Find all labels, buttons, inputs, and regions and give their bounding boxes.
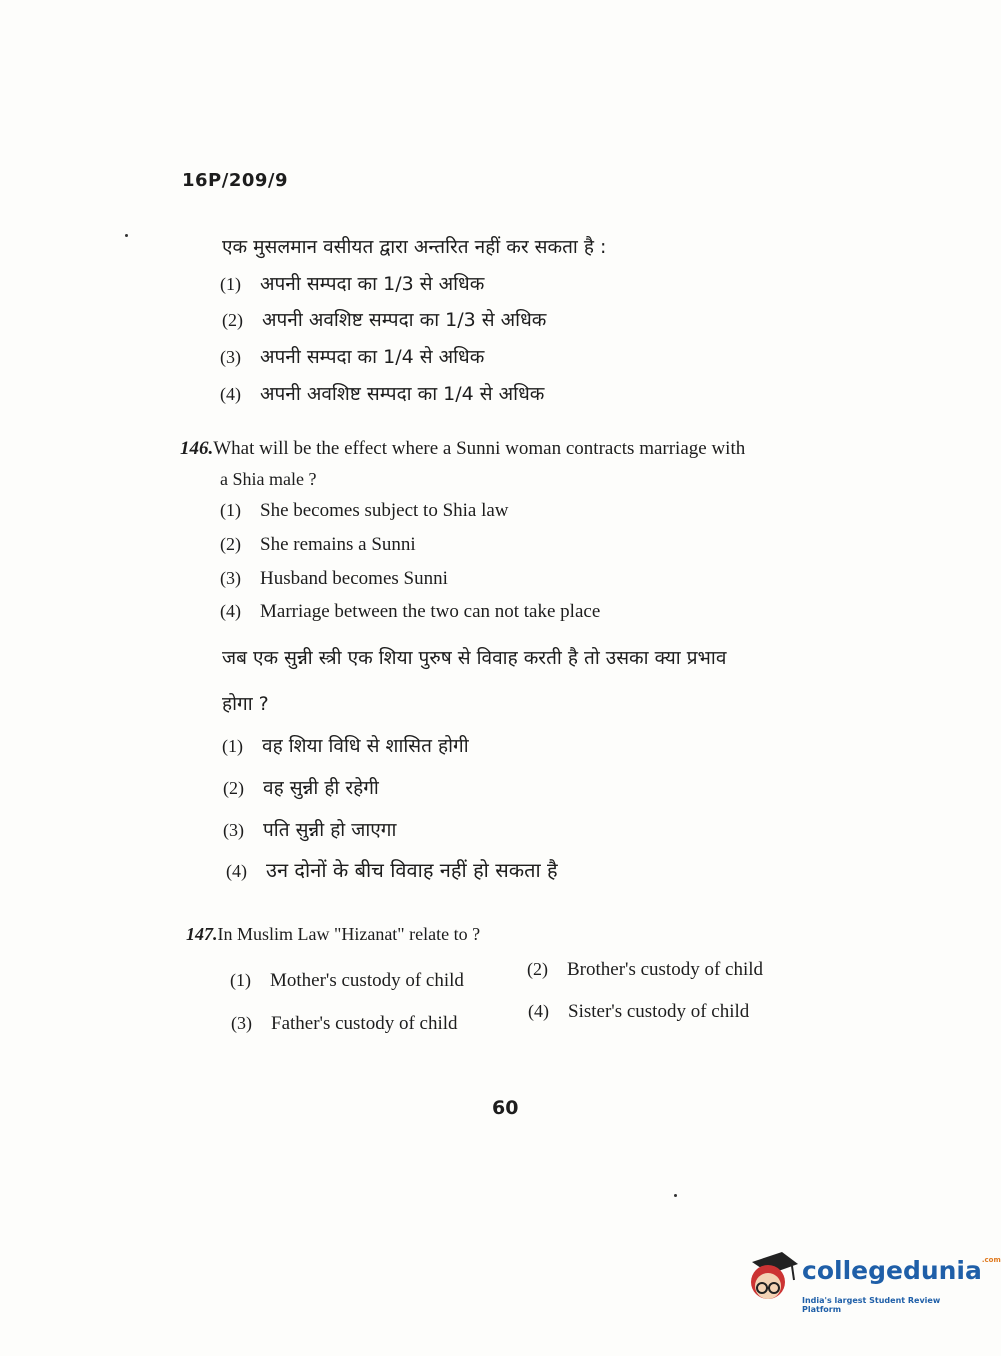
option-text: Brother's custody of child — [567, 959, 764, 980]
option-text: She becomes subject to Shia law — [260, 500, 509, 521]
q146-hindi-option-4 — [226, 856, 558, 883]
option-number: (3) — [220, 347, 241, 367]
q146-stem — [180, 438, 745, 460]
paper-code: 16P/209/9 — [182, 170, 288, 191]
option-text: Mother's custody of child — [270, 970, 464, 991]
option-number: (2) — [220, 534, 241, 554]
option-text: अपनी अवशिष्ट सम्पदा का 1/4 से अधिक — [260, 383, 545, 405]
option-text: वह शिया विधि से शासित होगी — [262, 735, 469, 757]
q145-hindi-option-2 — [222, 306, 546, 332]
q147-option-2 — [527, 959, 763, 981]
option-number: (2) — [222, 310, 243, 330]
q145-hindi-option-4 — [220, 380, 544, 406]
option-text: उन दोनों के बीच विवाह नहीं हो सकता है — [266, 858, 558, 882]
q146-hindi-stem-line2: होगा ? — [222, 693, 269, 715]
option-number: (3) — [223, 820, 244, 840]
question-number: 146. — [180, 438, 214, 459]
option-text: She remains a Sunni — [260, 534, 416, 555]
q147-option-3 — [231, 1013, 458, 1035]
option-number: (3) — [220, 568, 241, 588]
q146-hindi-option-3 — [223, 816, 396, 842]
brand-name — [802, 1256, 1001, 1285]
option-text: पति सुन्नी हो जाएगा — [263, 819, 397, 841]
option-text: अपनी सम्पदा का 1/4 से अधिक — [260, 346, 485, 368]
q145-hindi-option-1 — [220, 270, 484, 296]
question-text: What will be the effect where a Sunni woman contracts marriage with — [213, 438, 746, 459]
q146-option-2 — [220, 534, 416, 556]
option-number: (4) — [528, 1001, 549, 1021]
option-text: वह सुन्नी ही रहेगी — [263, 777, 379, 799]
brand-tagline: India's largest Student Review Platform — [802, 1296, 941, 1314]
scan-speck — [125, 234, 128, 237]
option-text: Marriage between the two can not take place — [260, 601, 601, 622]
q146-stem-line2: a Shia male ? — [220, 469, 317, 489]
option-text: Sister's custody of child — [568, 1001, 750, 1022]
collegedunia-logo — [742, 1252, 1001, 1314]
q145-hindi-option-3 — [220, 343, 484, 369]
option-number: (1) — [220, 274, 241, 294]
q146-hindi-option-1 — [222, 732, 469, 758]
option-number: (4) — [220, 601, 241, 621]
mascot-icon — [742, 1252, 800, 1310]
q146-hindi-option-2 — [223, 774, 379, 800]
q147-option-4 — [528, 1001, 749, 1023]
q145-hindi-stem: एक मुसलमान वसीयत द्वारा अन्तरित नहीं कर सकता है : — [222, 236, 607, 258]
option-text: Father's custody of child — [271, 1013, 458, 1034]
option-text: अपनी अवशिष्ट सम्पदा का 1/3 से अधिक — [262, 309, 547, 331]
q146-option-1 — [220, 500, 509, 522]
question-number: 147. — [186, 924, 218, 944]
option-number: (1) — [230, 970, 251, 990]
option-number: (4) — [226, 861, 247, 881]
brand-suffix: .com — [981, 1256, 1001, 1264]
q147-stem — [186, 924, 480, 945]
option-number: (1) — [220, 500, 241, 520]
brand-text: collegedunia — [802, 1256, 982, 1285]
option-number: (2) — [527, 959, 548, 979]
option-number: (3) — [231, 1013, 252, 1033]
q146-option-4 — [220, 601, 600, 623]
scan-speck — [674, 1194, 677, 1197]
option-number: (2) — [223, 778, 244, 798]
q146-hindi-stem: जब एक सुन्नी स्त्री एक शिया पुरुष से विवाह करती है तो उसका क्या प्रभाव — [222, 647, 727, 669]
option-text: अपनी सम्पदा का 1/3 से अधिक — [260, 273, 485, 295]
q146-option-3 — [220, 568, 448, 590]
option-text: Husband becomes Sunni — [260, 568, 448, 589]
q147-option-1 — [230, 970, 464, 992]
option-number: (1) — [222, 736, 243, 756]
question-text: In Muslim Law "Hizanat" relate to ? — [217, 924, 481, 944]
page-number: 60 — [492, 1097, 519, 1119]
option-number: (4) — [220, 384, 241, 404]
